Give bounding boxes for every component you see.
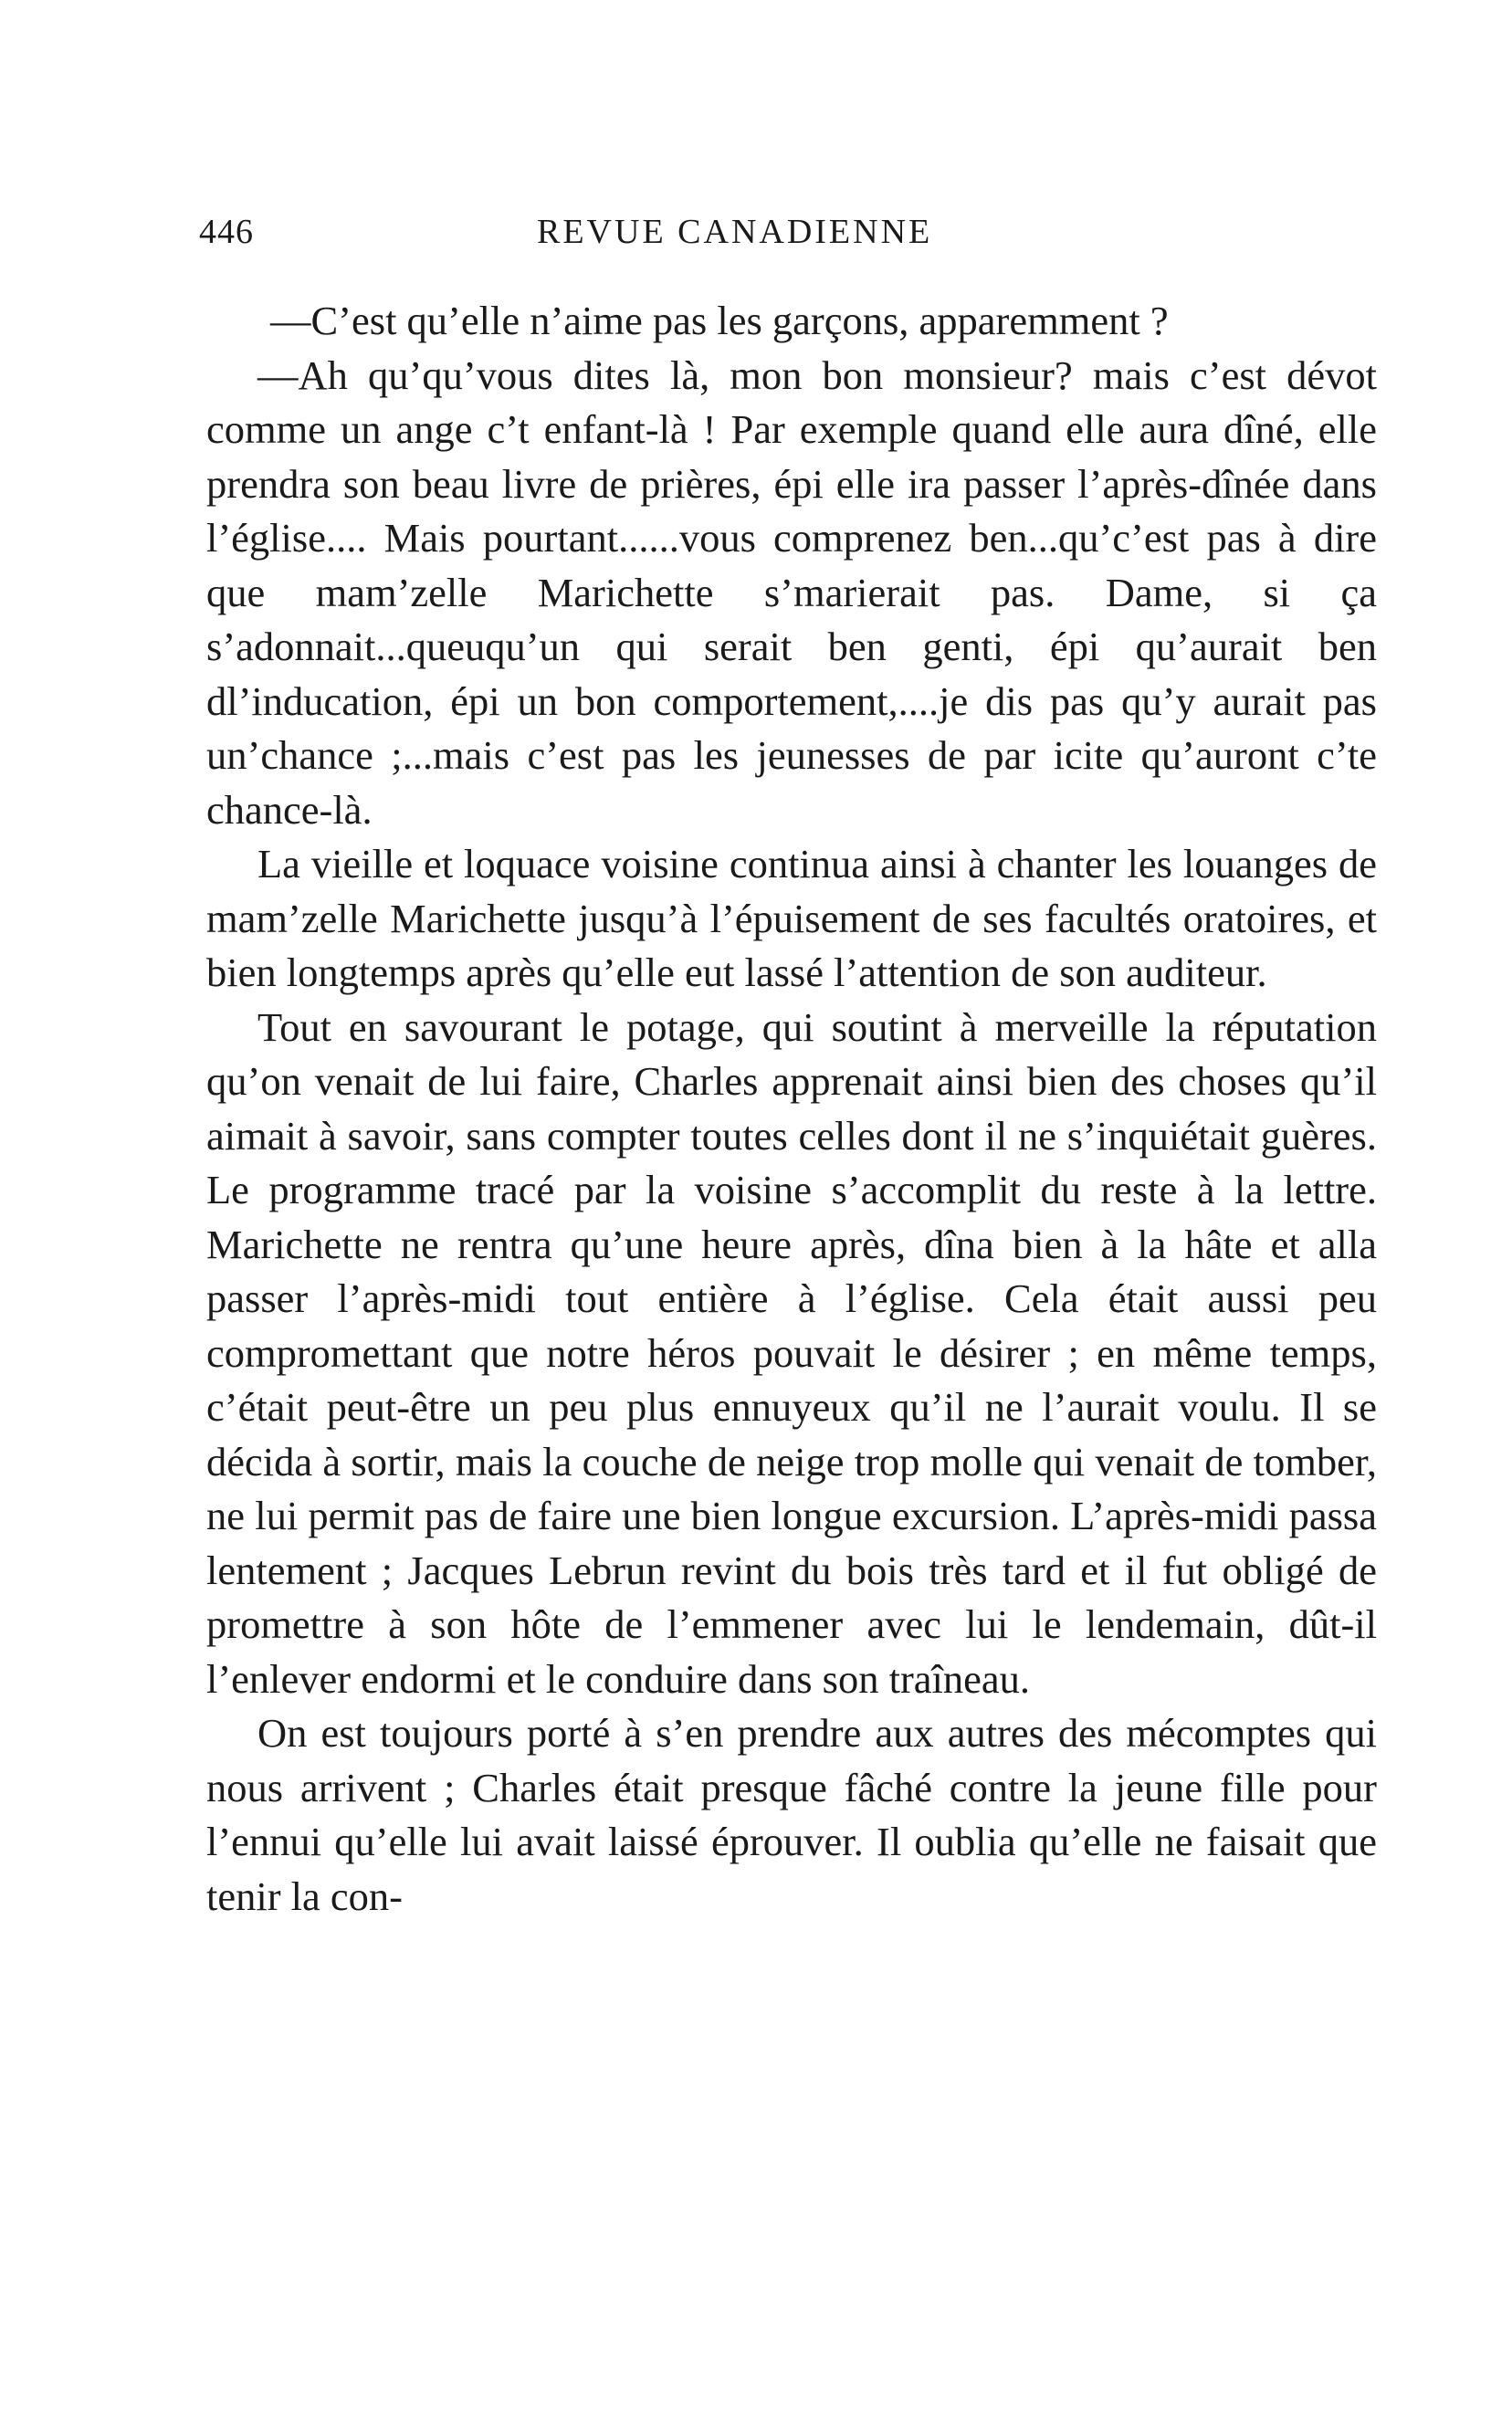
- paragraph-4: Tout en savourant le potage, qui soutint à merveille la réputation qu’on venait de lui faire, Charles apprenait ainsi bien des choses qu’il aimait à savoir, sans compter toutes celles dont il ne s’inquiétait guères. Le programme tracé par la voisine s’accomplit du reste à la lettre. Marichette ne rentra qu’une heure après, dîna bien à la hâte et alla passer l’après-midi tout entière à l’église. Cela était aussi peu compromettant que notre héros pouvait le désirer ; en même temps, c’était peut-être un peu plus ennuyeux qu’il ne l’aurait voulu. Il se décida à sortir, mais la couche de neige trop molle qui venait de tomber, ne lui permit pas de faire une bien longue excursion. L’après-midi passa lentement ; Jacques Lebrun revint du bois très tard et il fut obligé de promettre à son hôte de l’emmener avec lui le lendemain, dût-il l’enlever endormi et le conduire dans son traîneau.: [206, 1003, 1377, 1702]
- page-header: [199, 212, 1377, 267]
- page-number: 446: [199, 213, 254, 251]
- paragraph-1: —C’est qu’elle n’aime pas les garçons, apparemment ?: [270, 298, 1169, 343]
- body-text: [206, 294, 1377, 1924]
- paragraph-3: La vieille et loquace voisine continua ainsi à chanter les louanges de mam’zelle Marichette jusqu’à l’épuisement de ses facultés oratoires, et bien longtemps après qu’elle eut lassé l’attention de son auditeur.: [206, 841, 1377, 995]
- paragraph-5: On est toujours porté à s’en prendre aux autres des mécomptes qui nous arrivent ; Charles était presque fâché contre la jeune fille pour l’ennui qu’elle lui avait laissé éprouver. Il oublia qu’elle ne faisait que tenir la con-: [206, 1710, 1377, 1919]
- running-title: REVUE CANADIENNE: [537, 213, 933, 251]
- paragraph-2: —Ah qu’qu’vous dites là, mon bon monsieur? mais c’est dévot comme un ange c’t enfant-là ! Par exemple quand elle aura dîné, elle prendra son beau livre de prières, épi elle ira passer l’après-dînée dans l’église.... Mais pourtant......vous comprenez ben...qu’c’est pas à dire que mam’zelle Marichette s’marierait pas. Dame, si ça s’adonnait...queuqu’un qui serait ben genti, épi qu’aurait ben dl’inducation, épi un bon comportement,....je dis pas qu’y aurait pas un’chance ;...mais c’est pas les jeunesses de par icite qu’auront c’te chance-là.: [206, 351, 1377, 833]
